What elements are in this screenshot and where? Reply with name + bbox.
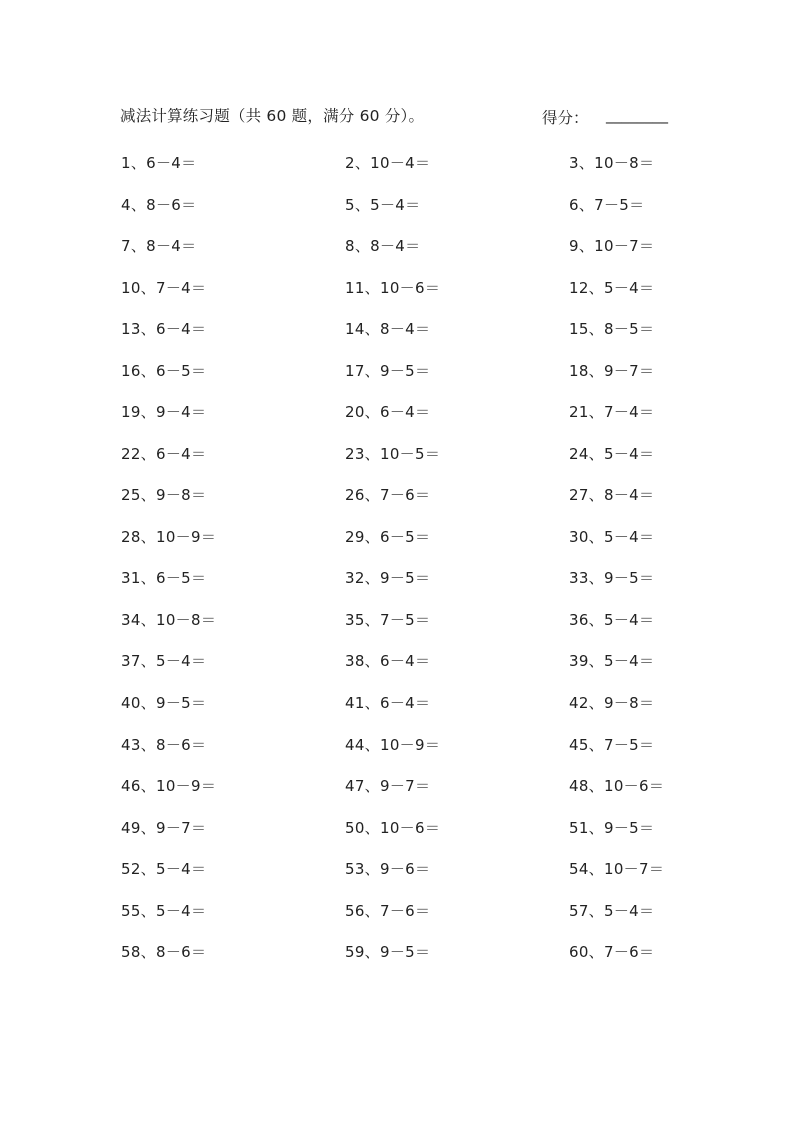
problem-item: 57、5－4＝ (569, 902, 655, 920)
problem-item: 9、10－7＝ (569, 237, 655, 255)
problem-item: 36、5－4＝ (569, 611, 655, 629)
problem-item: 31、6－5＝ (121, 569, 207, 587)
problem-item: 50、10－6＝ (345, 819, 441, 837)
problem-item: 23、10－5＝ (345, 445, 441, 463)
problem-item: 38、6－4＝ (345, 652, 431, 670)
problem-item: 32、9－5＝ (345, 569, 431, 587)
problem-item: 16、6－5＝ (121, 362, 207, 380)
problem-item: 52、5－4＝ (121, 860, 207, 878)
problem-item: 55、5－4＝ (121, 902, 207, 920)
problem-item: 40、9－5＝ (121, 694, 207, 712)
problem-item: 20、6－4＝ (345, 403, 431, 421)
problem-item: 34、10－8＝ (121, 611, 217, 629)
problem-item: 22、6－4＝ (121, 445, 207, 463)
problem-item: 7、8－4＝ (121, 237, 197, 255)
problem-item: 8、8－4＝ (345, 237, 421, 255)
problem-item: 1、6－4＝ (121, 154, 197, 172)
problem-item: 15、8－5＝ (569, 320, 655, 338)
problem-item: 12、5－4＝ (569, 279, 655, 297)
problem-item: 24、5－4＝ (569, 445, 655, 463)
problem-item: 21、7－4＝ (569, 403, 655, 421)
problem-item: 58、8－6＝ (121, 943, 207, 961)
worksheet-title: 减法计算练习题（共 60 题，满分 60 分）。 (120, 107, 425, 125)
score-label: 得分： (542, 109, 589, 127)
problem-item: 35、7－5＝ (345, 611, 431, 629)
problem-item: 53、9－6＝ (345, 860, 431, 878)
problem-item: 56、7－6＝ (345, 902, 431, 920)
problem-item: 18、9－7＝ (569, 362, 655, 380)
problem-item: 46、10－9＝ (121, 777, 217, 795)
problem-item: 11、10－6＝ (345, 279, 441, 297)
problem-item: 48、10－6＝ (569, 777, 665, 795)
problem-item: 25、9－8＝ (121, 486, 207, 504)
problem-item: 42、9－8＝ (569, 694, 655, 712)
problem-item: 41、6－4＝ (345, 694, 431, 712)
problem-item: 43、8－6＝ (121, 736, 207, 754)
problem-item: 5、5－4＝ (345, 196, 421, 214)
problem-item: 33、9－5＝ (569, 569, 655, 587)
problem-item: 47、9－7＝ (345, 777, 431, 795)
problem-item: 10、7－4＝ (121, 279, 207, 297)
problem-item: 30、5－4＝ (569, 528, 655, 546)
problem-item: 19、9－4＝ (121, 403, 207, 421)
problem-item: 27、8－4＝ (569, 486, 655, 504)
problem-item: 29、6－5＝ (345, 528, 431, 546)
problem-item: 49、9－7＝ (121, 819, 207, 837)
problem-item: 54、10－7＝ (569, 860, 665, 878)
problem-item: 3、10－8＝ (569, 154, 655, 172)
problem-item: 59、9－5＝ (345, 943, 431, 961)
problem-item: 13、6－4＝ (121, 320, 207, 338)
problem-item: 28、10－9＝ (121, 528, 217, 546)
problem-item: 6、7－5＝ (569, 196, 645, 214)
problem-item: 60、7－6＝ (569, 943, 655, 961)
problem-item: 44、10－9＝ (345, 736, 441, 754)
problem-item: 45、7－5＝ (569, 736, 655, 754)
problem-item: 51、9－5＝ (569, 819, 655, 837)
problem-item: 37、5－4＝ (121, 652, 207, 670)
score-blank: ________ (606, 106, 668, 124)
problem-item: 39、5－4＝ (569, 652, 655, 670)
problem-item: 26、7－6＝ (345, 486, 431, 504)
problem-item: 14、8－4＝ (345, 320, 431, 338)
problem-item: 17、9－5＝ (345, 362, 431, 380)
problem-item: 4、8－6＝ (121, 196, 197, 214)
problem-item: 2、10－4＝ (345, 154, 431, 172)
